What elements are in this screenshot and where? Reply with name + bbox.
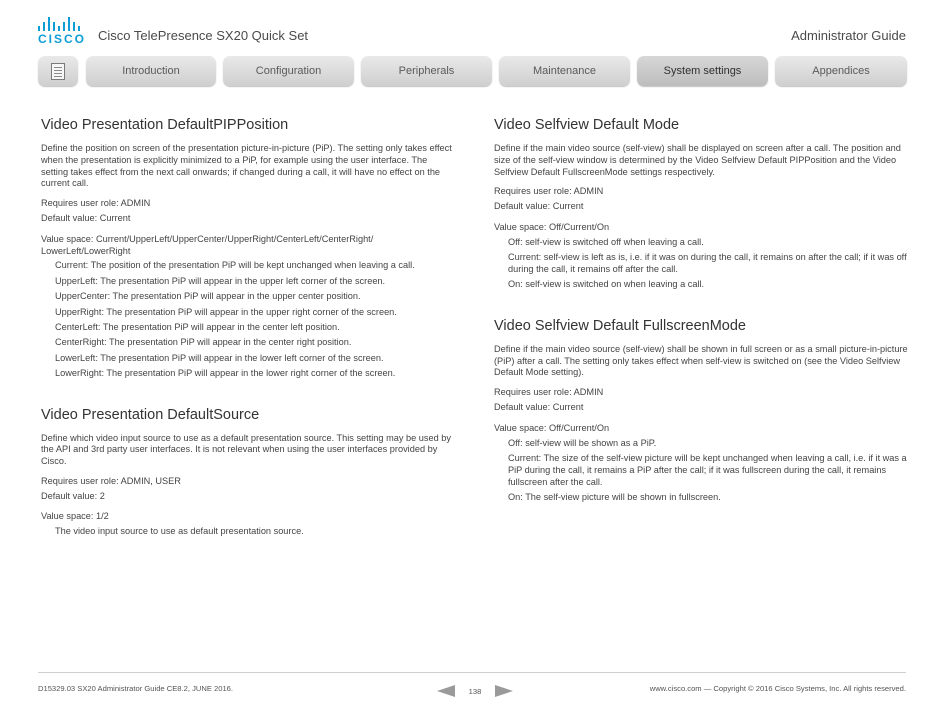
tab-system-settings[interactable]: System settings (637, 56, 768, 86)
value-item: UpperRight: The presentation PiP will appear in the upper right corner of the screen. (55, 306, 397, 317)
value-item: Off: self-view will be shown as a PiP. (508, 437, 657, 448)
default-value: Default value: Current (41, 212, 131, 223)
table-of-contents-icon (51, 63, 65, 80)
tab-peripherals[interactable]: Peripherals (361, 56, 492, 86)
next-page-arrow-icon[interactable] (495, 685, 513, 697)
cisco-logo-text: CISCO (38, 32, 87, 46)
value-space: Value space: 1/2 (41, 511, 109, 522)
value-space: Value space: Off/Current/On (494, 422, 610, 433)
section-description: Define if the main video source (self-view) shall be displayed on screen after a call. The position and size of the self-view window is determined by the Video Selfview Default PIPPosition and the Video Selfview Default FullscreenMode settings respectively. (494, 143, 901, 177)
value-item: On: self-view is switched on when leaving a call. (508, 279, 705, 290)
section-description: Define which video input source to use as a default presentation source. This setting may be used by the API and 3rd party user interfaces. It is not relevant when using the user interfaces provided by Cisco. (41, 432, 451, 467)
page-number: 138 (468, 687, 482, 696)
home-tab[interactable] (38, 56, 78, 86)
section-description: Define the position on screen of the presentation picture-in-picture (PiP). The setting only takes effect when the presentation is explicitly minimized to a PiP, for example using the user interface. The setting takes effect from the next call onwards; if changed during a call, it will have no effect on the current call. (41, 143, 452, 189)
section-title-default-pip-position: Video Presentation DefaultPIPPosition (41, 117, 289, 133)
footer-document-id: D15329.03 SX20 Administrator Guide CE8.2, JUNE 2016. (38, 684, 234, 693)
value-item: Current: The position of the presentation PiP will be kept unchanged when leaving a call. (55, 260, 415, 271)
tab-configuration[interactable]: Configuration (223, 56, 354, 86)
tab-appendices[interactable]: Appendices (775, 56, 907, 86)
value-item: Current: self-view is left as is, i.e. if it was on during the call, it remains on after the call; if it was off during the call, it remains off after the call. (508, 252, 907, 274)
value-item: LowerLeft: The presentation PiP will appear in the lower left corner of the screen. (55, 352, 384, 363)
guide-title: Administrator Guide (791, 28, 906, 43)
footer-copyright: www.cisco.com — Copyright © 2016 Cisco Systems, Inc. All rights reserved. (649, 684, 906, 693)
default-value: Default value: Current (494, 401, 584, 412)
footer-divider (38, 672, 906, 673)
value-item: The video input source to use as default presentation source. (55, 526, 304, 537)
value-item: UpperCenter: The presentation PiP will appear in the upper center position. (55, 291, 361, 302)
value-item: Off: self-view is switched off when leaving a call. (508, 236, 704, 247)
value-item: On: The self-view picture will be shown in fullscreen. (508, 491, 721, 502)
section-tabs (38, 56, 907, 86)
tab-maintenance[interactable]: Maintenance (499, 56, 630, 86)
value-item: UpperLeft: The presentation PiP will appear in the upper left corner of the screen. (55, 275, 386, 286)
value-space: Value space: Off/Current/On (494, 221, 610, 232)
cisco-logo (38, 17, 88, 46)
value-item: CenterLeft: The presentation PiP will appear in the center left position. (55, 321, 340, 332)
section-title-default-source: Video Presentation DefaultSource (41, 406, 260, 423)
left-column (41, 116, 455, 542)
user-role: Requires user role: ADMIN, USER (41, 475, 181, 486)
section-description: Define if the main video source (self-view) shall be shown in full screen or as a small picture-in-picture (PiP) after a call. The setting only takes effect when self-view is switched on (see the Video Selfview Default Mode setting). (494, 343, 908, 378)
section-title-selfview-fullscreen-mode: Video Selfview Default FullscreenMode (494, 317, 747, 334)
value-item: LowerRight: The presentation PiP will appear in the lower right corner of the screen. (55, 368, 396, 379)
section-title-selfview-default-mode: Video Selfview Default Mode (494, 117, 680, 133)
page-navigation (437, 684, 513, 698)
tab-introduction[interactable]: Introduction (86, 56, 216, 86)
default-value: Default value: Current (494, 201, 584, 212)
default-value: Default value: 2 (41, 490, 105, 501)
user-role: Requires user role: ADMIN (494, 186, 604, 197)
value-item: Current: The size of the self-view picture will be kept unchanged when leaving a call, i.e. if it was a PiP during the call, it remains a PiP after the call; if it was fullscreen during the call, it remains fullscreen after the call. (508, 452, 907, 487)
cisco-logo-bars (38, 17, 88, 31)
value-item: CenterRight: The presentation PiP will appear in the center right position. (55, 337, 352, 348)
right-column (494, 116, 908, 507)
user-role: Requires user role: ADMIN (494, 387, 604, 398)
value-space: Value space: Current/UpperLeft/UpperCenter/UpperRight/CenterLeft/CenterRight/ LowerLeft/LowerRight (41, 233, 374, 256)
previous-page-arrow-icon[interactable] (437, 685, 455, 697)
document-title: Cisco TelePresence SX20 Quick Set (98, 28, 309, 43)
user-role: Requires user role: ADMIN (41, 198, 151, 209)
